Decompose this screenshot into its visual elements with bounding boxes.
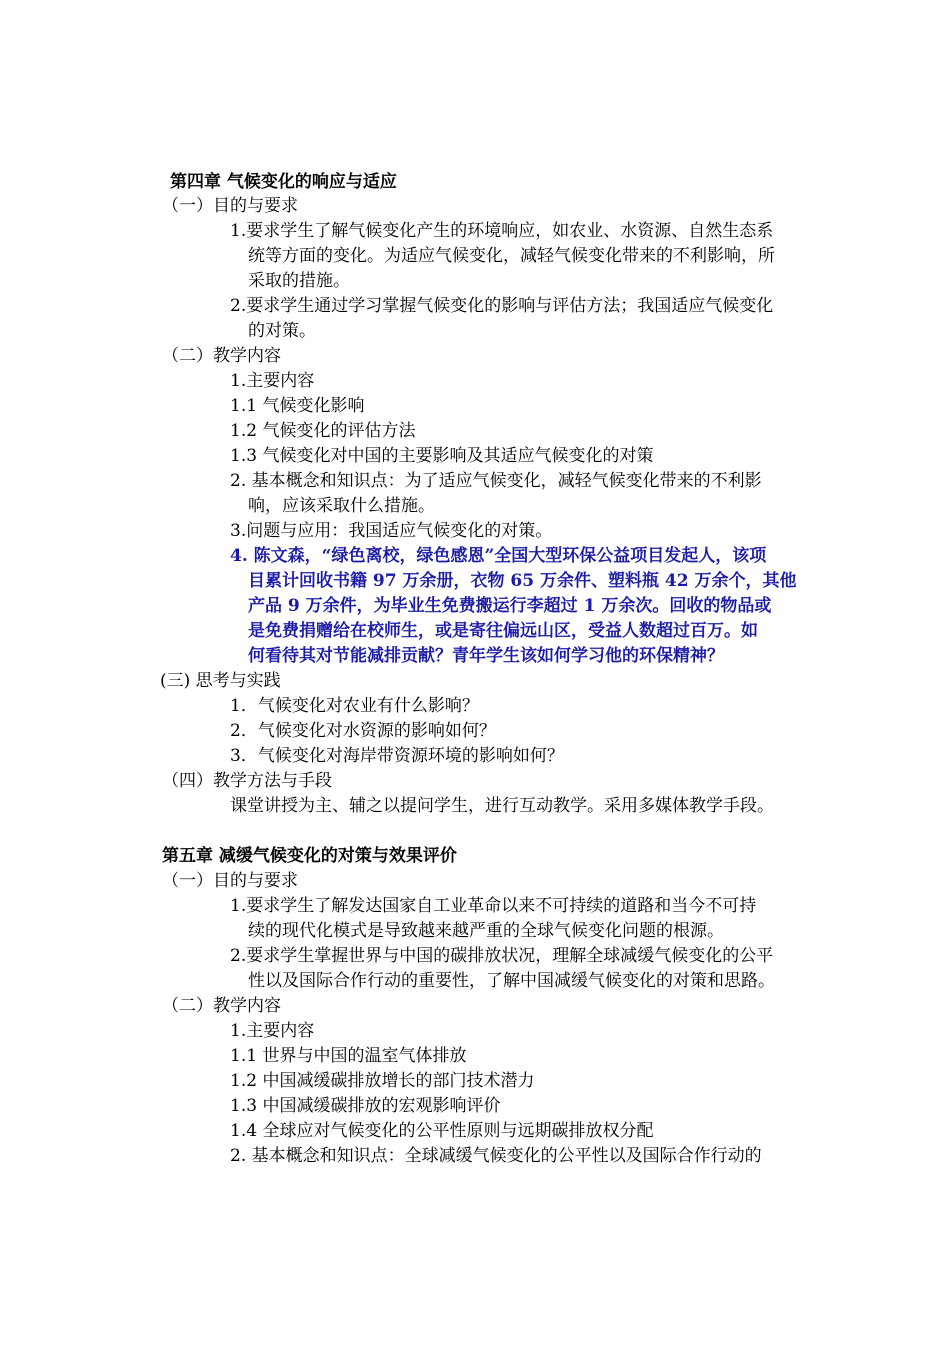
ch4-s2-item4-line3: 产品 9 万余件，为毕业生免费搬运行李超过 1 万余次。回收的物品或 — [248, 596, 772, 616]
ch5-s2-item-1-3: 1.3 中国减缓碳排放的宏观影响评价 — [230, 1096, 501, 1116]
ch4-s2-item4-line5: 何看待其对节能减排贡献？青年学生该如何学习他的环保精神？ — [248, 646, 724, 666]
ch4-s3-question2: 2．气候变化对水资源的影响如何？ — [230, 721, 496, 741]
ch4-s3-question1: 1．气候变化对农业有什么影响？ — [230, 696, 479, 716]
ch4-s2-item4-line1: 4. 陈文森，“绿色离校，绿色感恩”全国大型环保公益项目发起人，该项 — [230, 546, 767, 566]
ch4-section-2-heading: （二）教学内容 — [162, 346, 281, 366]
ch4-s2-item4-line2: 目累计回收书籍 97 万余册，衣物 65 万余件、塑料瓶 42 万余个，其他 — [248, 571, 797, 591]
ch5-section-2-heading: （二）教学内容 — [162, 996, 281, 1016]
ch4-s2-main-content: 1.主要内容 — [230, 371, 315, 391]
ch4-s1-item2-line2: 的对策。 — [248, 321, 316, 341]
ch5-s1-item2-line2: 性以及国际合作行动的重要性，了解中国减缓气候变化的对策和思路。 — [248, 971, 775, 991]
ch4-s2-item-1-3: 1.3 气候变化对中国的主要影响及其适应气候变化的对策 — [230, 446, 654, 466]
ch4-s2-item4-line4: 是免费捐赠给在校师生，或是寄往偏远山区，受益人数超过百万。如 — [248, 621, 758, 641]
ch4-s2-item3: 3.问题与应用：我国适应气候变化的对策。 — [230, 521, 553, 541]
ch4-s3-question3: 3．气候变化对海岸带资源环境的影响如何？ — [230, 746, 564, 766]
ch5-s2-item2-line1: 2. 基本概念和知识点：全球减缓气候变化的公平性以及国际合作行动的 — [230, 1146, 762, 1166]
ch4-section-4-heading: （四）教学方法与手段 — [162, 771, 332, 791]
ch4-s2-item2-line2: 响，应该采取什么措施。 — [248, 496, 435, 516]
ch4-s2-item2-line1: 2. 基本概念和知识点：为了适应气候变化，减轻气候变化带来的不利影 — [230, 471, 762, 491]
chapter-4-title: 第四章 气候变化的响应与适应 — [170, 172, 397, 192]
ch4-s1-item1-line2: 统等方面的变化。为适应气候变化，减轻气候变化带来的不利影响，所 — [248, 246, 775, 266]
ch4-s1-item1-line1: 1.要求学生了解气候变化产生的环境响应，如农业、水资源、自然生态系 — [230, 221, 774, 241]
ch4-s4-text: 课堂讲授为主、辅之以提问学生，进行互动教学。采用多媒体教学手段。 — [230, 796, 774, 816]
ch5-s1-item2-line1: 2.要求学生掌握世界与中国的碳排放状况，理解全球减缓气候变化的公平 — [230, 946, 774, 966]
ch5-s1-item1-line2: 续的现代化模式是导致越来越严重的全球气候变化问题的根源。 — [248, 921, 724, 941]
chapter-5-title: 第五章 减缓气候变化的对策与效果评价 — [162, 846, 457, 866]
ch4-section-1-heading: （一）目的与要求 — [162, 196, 298, 216]
ch5-s2-item-1-4: 1.4 全球应对气候变化的公平性原则与远期碳排放权分配 — [230, 1121, 654, 1141]
ch4-s1-item2-line1: 2.要求学生通过学习掌握气候变化的影响与评估方法；我国适应气候变化 — [230, 296, 774, 316]
ch4-s2-item-1-1: 1.1 气候变化影响 — [230, 396, 365, 416]
ch5-s2-item-1-2: 1.2 中国减缓碳排放增长的部门技术潜力 — [230, 1071, 535, 1091]
ch4-s2-item-1-2: 1.2 气候变化的评估方法 — [230, 421, 416, 441]
ch5-s2-main-content: 1.主要内容 — [230, 1021, 315, 1041]
ch4-s1-item1-line3: 采取的措施。 — [248, 271, 350, 291]
ch5-s2-item-1-1: 1.1 世界与中国的温室气体排放 — [230, 1046, 467, 1066]
ch5-section-1-heading: （一）目的与要求 — [162, 871, 298, 891]
ch4-section-3-heading: (三) 思考与实践 — [160, 671, 281, 691]
ch5-s1-item1-line1: 1.要求学生了解发达国家自工业革命以来不可持续的道路和当今不可持 — [230, 896, 757, 916]
